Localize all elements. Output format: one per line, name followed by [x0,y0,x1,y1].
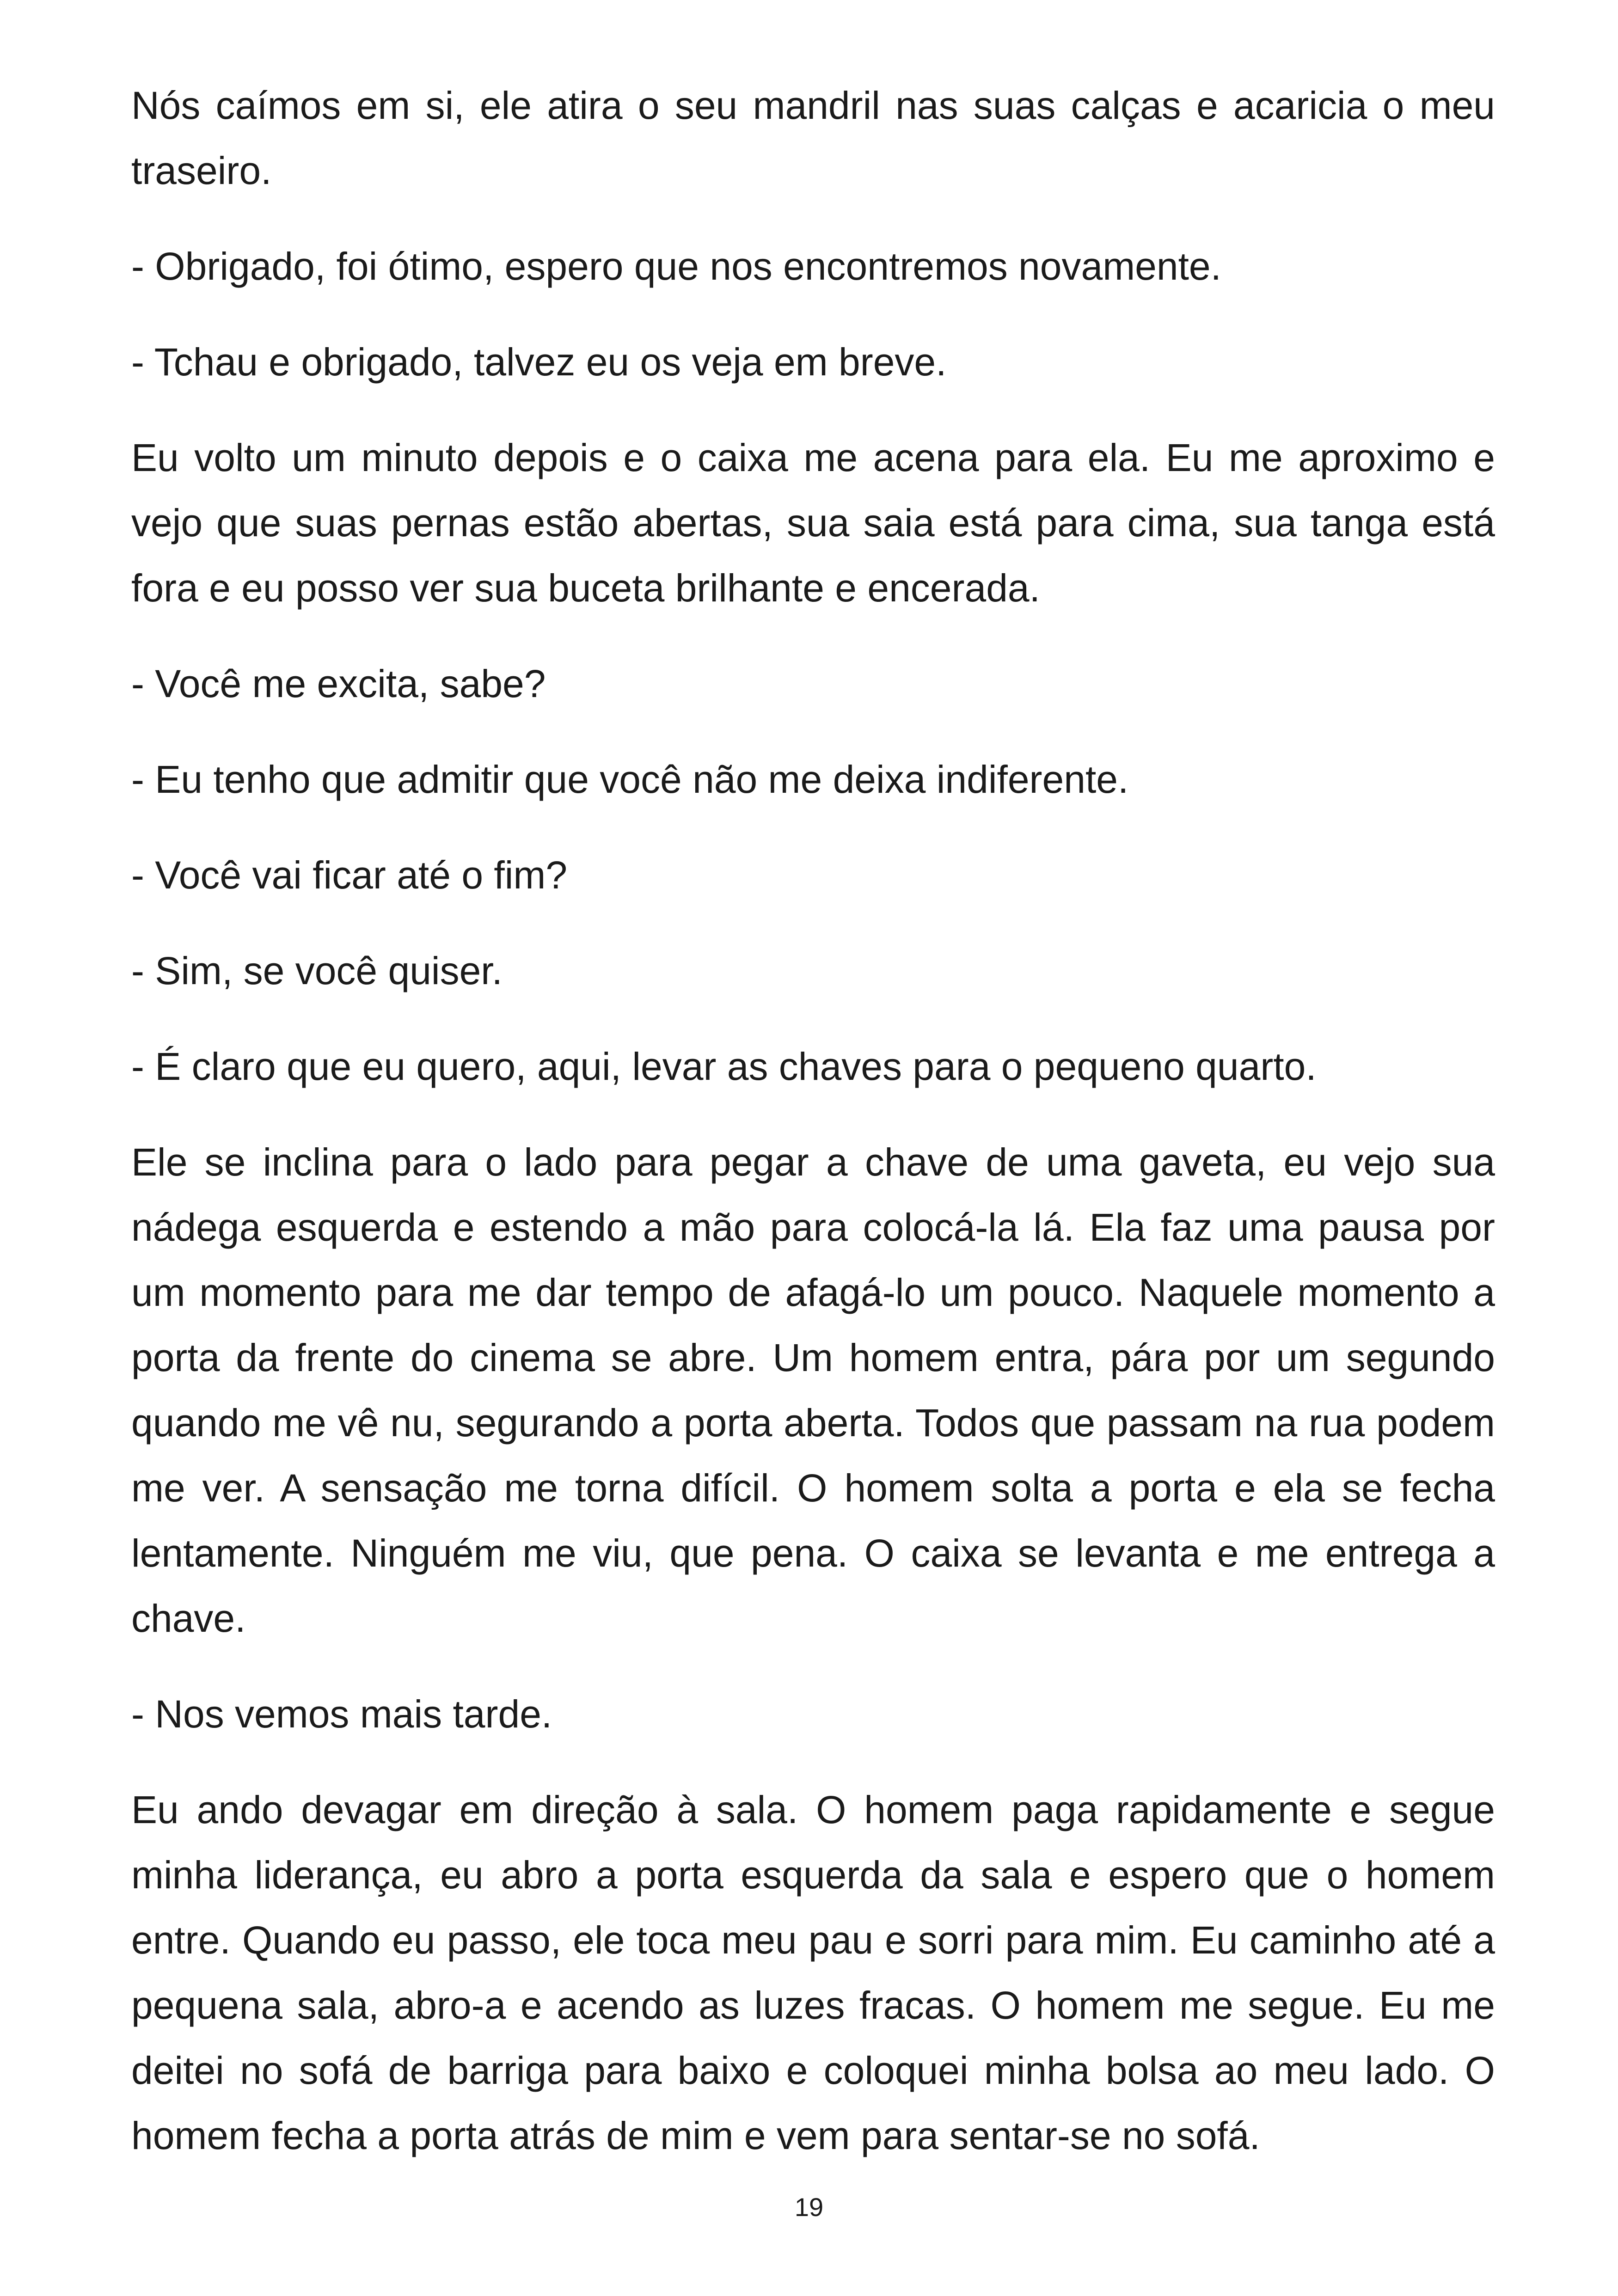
dialogue-line: - Nos vemos mais tarde. [131,1692,552,1736]
dialogue-line: - Tchau e obrigado, talvez eu os veja em breve. [131,340,947,384]
dialogue-line: - Eu tenho que admitir que você não me deixa indiferente. [131,758,1129,801]
dialogue-line: - É claro que eu quero, aqui, levar as chaves para o pequeno quarto. [131,1045,1317,1088]
dialogue-line: - Obrigado, foi ótimo, espero que nos encontremos novamente. [131,245,1221,288]
body-text [131,73,1495,2199]
dialogue-line: - Sim, se você quiser. [131,949,503,992]
paragraph: Ele se inclina para o lado para pegar a chave de uma gaveta, eu vejo sua nádega esquerda e estendo a mão para colocá-la lá. Ela faz uma pausa por um momento para me dar tempo de afagá-lo um pouco. Naquele momento a porta da frente do cinema se abre. Um homem entra, pára por um segundo quando me vê nu, segurando a porta aberta. Todos que passam na rua podem me ver. A sensação me torna difícil. O homem solta a porta e ela se fecha lentamente. Ninguém me viu, que pena. O caixa se levanta e me entrega a chave. [131,1140,1495,1640]
paragraph: Nós caímos em si, ele atira o seu mandril nas suas calças e acaricia o meu traseiro. [131,84,1495,192]
dialogue-line: - Você vai ficar até o fim? [131,853,568,897]
dialogue-line: - Você me excita, sabe? [131,662,546,705]
paragraph: Eu volto um minuto depois e o caixa me acena para ela. Eu me aproximo e vejo que suas pernas estão abertas, sua saia está para cima, sua tanga está fora e eu posso ver sua buceta brilhante e encerada. [131,436,1495,610]
paragraph: Eu ando devagar em direção à sala. O homem paga rapidamente e segue minha liderança, eu abro a porta esquerda da sala e espero que o homem entre. Quando eu passo, ele toca meu pau e sorri para mim. Eu caminho até a pequena sala, abro-a e acendo as luzes fracas. O homem me segue. Eu me deitei no sofá de barriga para baixo e coloquei minha bolsa ao meu lado. O homem fecha a porta atrás de mim e vem para sentar-se no sofá. [131,1788,1495,2157]
page-number: 19 [794,2192,824,2222]
